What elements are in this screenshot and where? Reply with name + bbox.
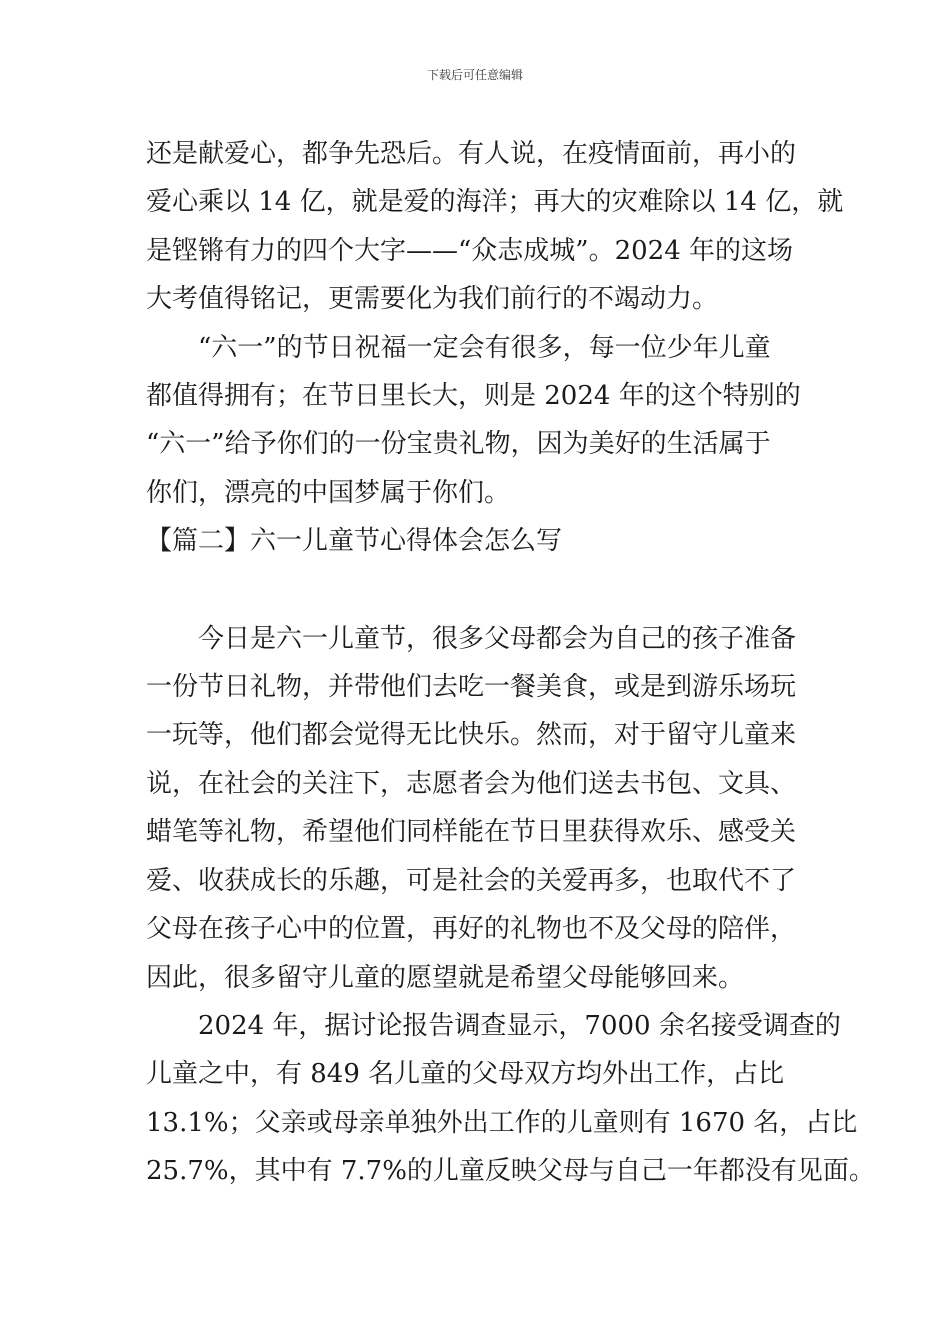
text-line: 还是献爱心，都争先恐后。有人说，在疫情面前，再小的 bbox=[146, 139, 797, 169]
paragraph-1 bbox=[146, 130, 844, 324]
text-line: 一玩等，他们都会觉得无比快乐。然而，对于留守儿童来 bbox=[146, 720, 797, 751]
section-title: 【篇二】六一儿童节心得体会怎么写 bbox=[146, 526, 563, 557]
text-line: 是铿锵有力的四个大字——“众志成城”。2024 年的这场 bbox=[146, 235, 794, 266]
text-line: 今日是六一儿童节，很多父母都会为自己的孩子准备 bbox=[198, 623, 797, 654]
text-line: 大考值得铭记，更需要化为我们前行的不竭动力。 bbox=[146, 284, 719, 315]
text-line: “六一”的节日祝福一定会有很多，每一位少年儿童 bbox=[198, 332, 771, 363]
text-line: 爱、收获成长的乐趣，可是社会的关爱再多，也取代不了 bbox=[146, 865, 797, 896]
page-header: 下载后可任意编辑 bbox=[426, 68, 523, 82]
document-body bbox=[146, 130, 875, 1196]
text-line: “六一”给予你们的一份宝贵礼物，因为美好的生活属于 bbox=[146, 429, 771, 460]
text-line: 爱心乘以 14 亿，就是爱的海洋；再大的灾难除以 14 亿，就 bbox=[146, 187, 844, 218]
blank-line bbox=[146, 566, 836, 615]
text-line: 25.7%，其中有 7.7%的儿童反映父母与自己一年都没有见面。 bbox=[146, 1156, 875, 1187]
text-line: 儿童之中，有 849 名儿童的父母双方均外出工作，占比 bbox=[146, 1059, 785, 1090]
text-line: 2024 年，据讨论报告调查显示，7000 余名接受调查的 bbox=[198, 1010, 841, 1041]
paragraph-3 bbox=[146, 615, 836, 1002]
text-line: 你们，漂亮的中国梦属于你们。 bbox=[146, 477, 511, 508]
paragraph-4 bbox=[146, 1002, 875, 1196]
text-line: 说，在社会的关注下，志愿者会为他们送去书包、文具、 bbox=[146, 768, 797, 799]
text-line: 因此，很多留守儿童的愿望就是希望父母能够回来。 bbox=[146, 962, 745, 993]
text-line: 一份节日礼物，并带他们去吃一餐美食，或是到游乐场玩 bbox=[146, 672, 797, 703]
text-line: 13.1%；父亲或母亲单独外出工作的儿童则有 1670 名，占比 bbox=[146, 1107, 858, 1138]
paragraph-2 bbox=[146, 324, 836, 518]
text-line: 父母在孩子心中的位置，再好的礼物也不及父母的陪伴， bbox=[146, 914, 797, 945]
text-line: 都值得拥有；在节日里长大，则是 2024 年的这个特别的 bbox=[146, 381, 801, 412]
text-line: 蜡笔等礼物，希望他们同样能在节日里获得欢乐、感受关 bbox=[146, 817, 797, 848]
